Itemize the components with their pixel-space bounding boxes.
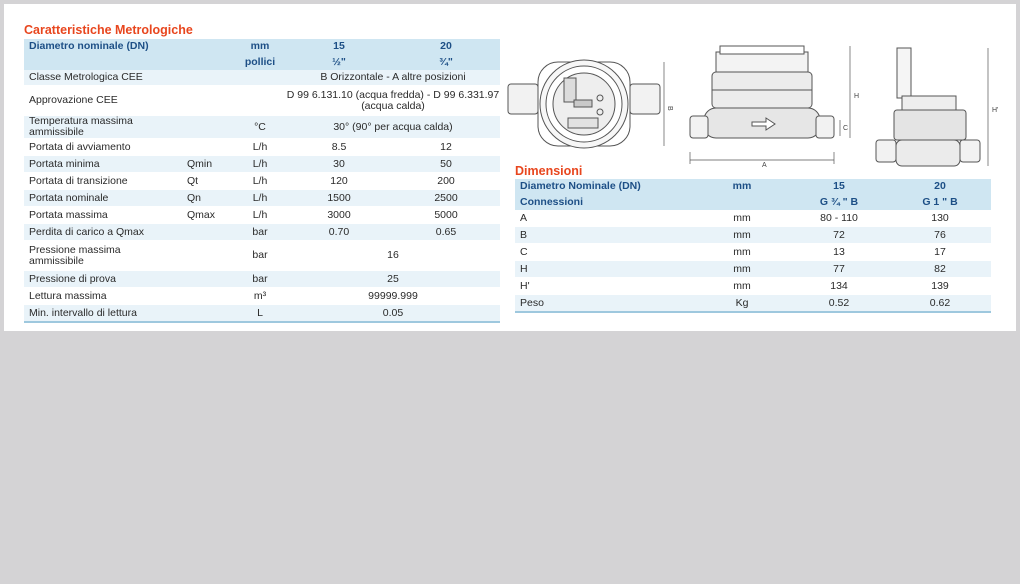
- row-label: Portata minima: [24, 156, 187, 173]
- approval-line-2: (acqua calda): [361, 99, 425, 112]
- row-dn15: 0.70: [286, 224, 392, 241]
- dims-row-label: A: [515, 210, 695, 227]
- meter-drawings-svg: [504, 40, 1009, 174]
- metrological-title: Caratteristiche Metrologiche: [24, 23, 193, 37]
- table-row: [24, 288, 500, 305]
- row-dn20: 2500: [392, 190, 500, 207]
- row-label: Min. intervallo di lettura: [24, 305, 187, 323]
- row-merged-value: 30° (90° per acqua calda): [286, 116, 500, 139]
- table-row: [515, 295, 991, 313]
- row-unit: L/h: [234, 190, 286, 207]
- front-view-drawing: [690, 46, 850, 164]
- table-row: [24, 305, 500, 323]
- dims-row-dn15: 13: [789, 244, 889, 261]
- table-row: [24, 207, 500, 224]
- row-unit: bar: [234, 271, 286, 288]
- row-symbol: [187, 139, 234, 156]
- row-dn15: 120: [286, 173, 392, 190]
- table-row: [515, 244, 991, 261]
- table-row: [24, 156, 500, 173]
- dim-label-h-prime: H': [992, 107, 999, 114]
- row-dn20: 0.65: [392, 224, 500, 241]
- table-row: [24, 190, 500, 207]
- dims-header-conn20: G 1 " B: [889, 194, 991, 210]
- row-dn20: 5000: [392, 207, 500, 224]
- row-unit: m³: [234, 288, 286, 305]
- dims-row-dn20: 17: [889, 244, 991, 261]
- dims-row-dn20: 0.62: [889, 295, 991, 313]
- row-merged-value: 16: [286, 241, 500, 271]
- row-symbol: Qmin: [187, 156, 234, 173]
- dims-header-label: Diametro Nominale (DN): [515, 179, 695, 194]
- row-unit: L/h: [234, 173, 286, 190]
- row-label: Classe Metrologica CEE: [24, 70, 187, 86]
- row-label: Perdita di carico a Qmax: [24, 224, 187, 241]
- dims-row-label: B: [515, 227, 695, 244]
- dim-label-c: C: [843, 125, 849, 132]
- dimensions-header-row-2: [515, 194, 991, 210]
- dims-row-unit: mm: [695, 261, 789, 278]
- dims-row-label: C: [515, 244, 695, 261]
- row-label: Lettura massima: [24, 288, 187, 305]
- row-label-line-1: Pressione massima: [29, 243, 121, 256]
- dims-row-dn15: 77: [789, 261, 889, 278]
- dims-row-dn15: 0.52: [789, 295, 889, 313]
- dims-row-dn20: 82: [889, 261, 991, 278]
- metrological-header-row-2: [24, 54, 500, 70]
- header-dn20: 20: [392, 39, 500, 54]
- row-unit: L/h: [234, 139, 286, 156]
- row-unit: L/h: [234, 207, 286, 224]
- table-row: [24, 86, 500, 116]
- row-label: Portata di transizione: [24, 173, 187, 190]
- table-row: [515, 210, 991, 227]
- row-dn15: 3000: [286, 207, 392, 224]
- header-dn20-inch: ¾": [392, 54, 500, 70]
- side-view-drawing: [876, 48, 988, 166]
- table-row: [24, 173, 500, 190]
- header-dn15-inch: ½": [286, 54, 392, 70]
- dims-header-dn15: 15: [789, 179, 889, 194]
- row-label: [24, 241, 187, 271]
- row-dn20: 50: [392, 156, 500, 173]
- dims-row-unit: Kg: [695, 295, 789, 313]
- dims-row-dn20: 76: [889, 227, 991, 244]
- row-unit: bar: [234, 241, 286, 271]
- header-dn-label: Diametro nominale (DN): [24, 39, 187, 54]
- table-row: [24, 116, 500, 139]
- table-row: [515, 278, 991, 295]
- row-dn20: 200: [392, 173, 500, 190]
- row-label: Approvazione CEE: [24, 86, 187, 116]
- metrological-header-row: [24, 39, 500, 54]
- row-symbol: Qmax: [187, 207, 234, 224]
- top-view-drawing: [508, 60, 664, 148]
- dims-row-unit: mm: [695, 244, 789, 261]
- dims-row-label: H': [515, 278, 695, 295]
- dim-label-a: A: [762, 162, 767, 169]
- table-row: [24, 271, 500, 288]
- row-symbol: Qn: [187, 190, 234, 207]
- datasheet: [4, 4, 1016, 331]
- dims-row-label: Peso: [515, 295, 695, 313]
- row-label: Portata di avviamento: [24, 139, 187, 156]
- row-merged-value: [286, 86, 500, 116]
- row-label: Portata massima: [24, 207, 187, 224]
- approval-line-1: D 99 6.131.10 (acqua fredda) - D 99 6.331.97: [286, 88, 500, 101]
- row-dn20: 12: [392, 139, 500, 156]
- table-row: [515, 227, 991, 244]
- technical-drawings: [504, 40, 1009, 174]
- dimensions-header-row: [515, 179, 991, 194]
- dims-header-unit: mm: [695, 179, 789, 194]
- row-dn15: 1500: [286, 190, 392, 207]
- row-symbol: Qt: [187, 173, 234, 190]
- dims-row-dn15: 134: [789, 278, 889, 295]
- row-label: Pressione di prova: [24, 271, 187, 288]
- table-row: [24, 224, 500, 241]
- header-dn15: 15: [286, 39, 392, 54]
- dims-row-dn20: 130: [889, 210, 991, 227]
- dimensions-table: [515, 179, 991, 313]
- dims-header-connections: Connessioni: [515, 194, 695, 210]
- table-row: [24, 70, 500, 86]
- row-unit: L/h: [234, 156, 286, 173]
- row-unit: L: [234, 305, 286, 323]
- row-merged-value: 99999.999: [286, 288, 500, 305]
- row-merged-value: B Orizzontale - A altre posizioni: [286, 70, 500, 86]
- dim-label-b: B: [666, 106, 673, 111]
- row-label-line-2: ammissibile: [29, 254, 84, 267]
- table-row: [24, 139, 500, 156]
- dims-header-dn20: 20: [889, 179, 991, 194]
- metrological-table: [24, 39, 500, 323]
- dims-row-unit: mm: [695, 227, 789, 244]
- table-row: [515, 261, 991, 278]
- dims-header-conn15: G ¾ " B: [789, 194, 889, 210]
- row-label: Portata nominale: [24, 190, 187, 207]
- row-label: Temperatura massima ammissibile: [24, 116, 187, 139]
- dims-row-unit: mm: [695, 278, 789, 295]
- dims-row-dn15: 80 - 110: [789, 210, 889, 227]
- dims-row-unit: mm: [695, 210, 789, 227]
- dims-row-dn15: 72: [789, 227, 889, 244]
- dimensions-title: Dimensioni: [515, 164, 583, 178]
- row-unit: bar: [234, 224, 286, 241]
- table-row: [24, 241, 500, 271]
- dim-label-h: H: [854, 93, 860, 100]
- row-merged-value: 0.05: [286, 305, 500, 323]
- row-dn15: 30: [286, 156, 392, 173]
- row-merged-value: 25: [286, 271, 500, 288]
- dims-row-label: H: [515, 261, 695, 278]
- dims-row-dn20: 139: [889, 278, 991, 295]
- header-unit-inch: pollici: [234, 54, 286, 70]
- row-unit: °C: [234, 116, 286, 139]
- header-unit-mm: mm: [234, 39, 286, 54]
- row-dn15: 8.5: [286, 139, 392, 156]
